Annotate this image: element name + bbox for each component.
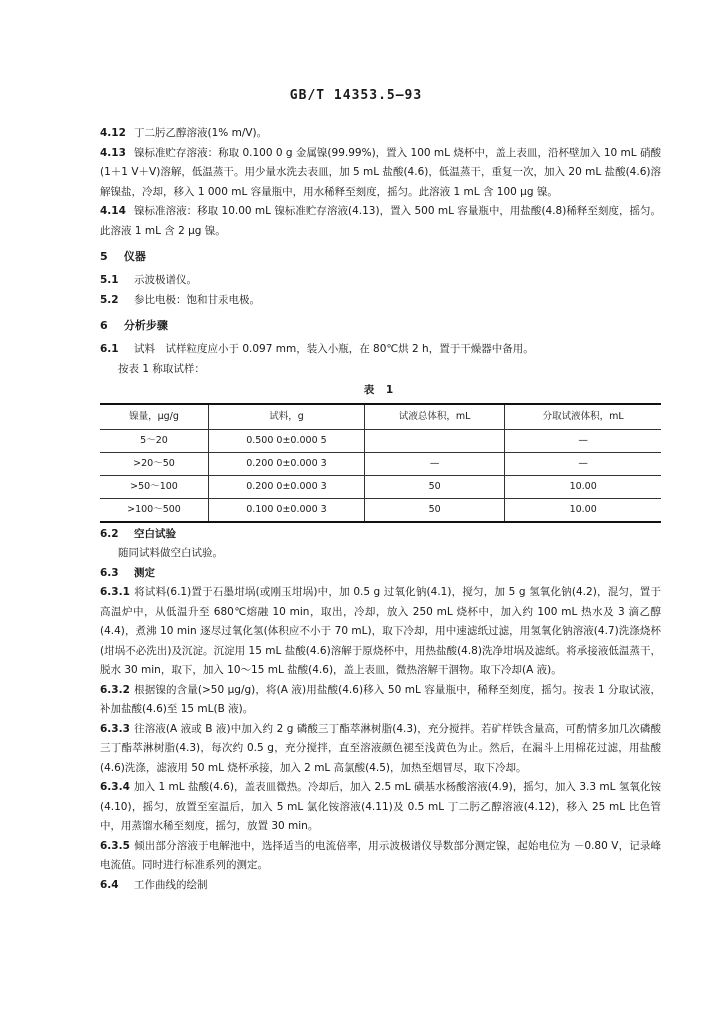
clause-item	[100, 837, 661, 876]
table-header-cell: 试液总体积，mL	[364, 404, 504, 430]
item-number: 6.3.1	[100, 586, 130, 598]
table-cell: 0.100 0±0.000 3	[208, 498, 364, 522]
item-text: 根据镍的含量(>50 μg/g)，将(A 液)用盐酸(4.6)移入 50 mL 容量瓶中，稀释至刻度，摇匀。按表 1 分取试液，补加盐酸(4.6)至 15 mL(B 液)。	[100, 683, 661, 715]
section-number: 5	[100, 250, 108, 263]
clause-item	[100, 525, 661, 545]
clause-item	[100, 564, 661, 584]
table-cell: 0.200 0±0.000 3	[208, 452, 364, 475]
table-cell: —	[505, 429, 661, 452]
item-6-1-continuation: 按表 1 称取试样：	[118, 362, 205, 375]
table-header-cell: 试料，g	[208, 404, 364, 430]
table-cell	[364, 429, 504, 452]
item-text: 试料 试样粒度应小于 0.097 mm，装入小瓶，在 80℃烘 2 h，置于干燥器中备用。	[134, 343, 534, 355]
table-cell: >20～50	[100, 452, 208, 475]
table-cell: 5～20	[100, 429, 208, 452]
table-cell: >50～100	[100, 475, 208, 498]
table-cell: 0.500 0±0.000 5	[208, 429, 364, 452]
table-cell: —	[364, 452, 504, 475]
item-text: 测定	[134, 566, 155, 579]
table-cell: >100～500	[100, 498, 208, 522]
clause-item	[100, 876, 661, 896]
section-6-heading	[100, 316, 661, 336]
item-text: 将试料(6.1)置于石墨坩埚(或刚玉坩埚)中，加 0.5 g 过氧化钠(4.1)，搅匀，加 5 g 氢氧化钠(4.2)，混匀，置于高温炉中，从低温升至 680℃熔融 10 min，取出，冷却，放入 250 mL 烧杯中，加入约 100 mL 热水及 3 滴乙醇(4.4)，煮沸 10 min 逐尽过氧化氢(体积应不小于 70 mL)，取下冷却，用中速滤纸过滤，用氢氧化钠溶液(4.7)洗涤烧杯(坩埚不必洗出)及沉淀。沉淀用 15 mL 盐酸(4.6)溶解于原烧杯中，用热盐酸(4.8)洗净坩埚及滤纸。将承接液低温蒸干，脱水 30 min，取下，加入 10～15 mL 盐酸(4.6)，盖上表皿，微热溶解干涸物。取下冷却(A 液)。	[100, 586, 661, 676]
item-text: 丁二肟乙醇溶液(1% m/V)。	[134, 127, 268, 139]
item-text: 加入 1 mL 盐酸(4.6)，盖表皿微热。冷却后，加入 2.5 mL 磺基水杨酸溶液(4.9)，摇匀，加入 3.3 mL 氢氧化铵(4.10)，摇匀，放置至室温后，加入 5 mL 氯化铵溶液(4.11)及 0.5 mL 丁二肟乙醇溶液(4.12)，移入 25 mL 比色管中，用蒸馏水稀至刻度，摇匀，放置 30 min。	[100, 781, 661, 832]
clause-item	[100, 544, 661, 564]
clause-item	[100, 144, 661, 203]
table-cell: 0.200 0±0.000 3	[208, 475, 364, 498]
item-text: 往溶液(A 液或 B 液)中加入约 2 g 磷酸三丁酯萃淋树脂(4.3)，充分搅拌。若矿样铁含量高，可酌情多加几次磷酸三丁酯萃淋树脂(4.3)，每次约 0.5 g，充分搅拌，直至溶液颜色褪至浅黄色为止。然后，在漏斗上用棉花过滤，用盐酸(4.6)洗涤，滤液用 50 mL 烧杯承接，加入 2 mL 高氯酸(4.5)，加热至烟冒尽，取下冷却。	[100, 722, 661, 774]
item-text: 倾出部分溶液于电解池中，选择适当的电流倍率，用示波极谱仪导数部分测定镍，起始电位为 －0.80 V，记录峰电流值。同时进行标准系列的测定。	[100, 839, 661, 871]
clause-item	[100, 271, 661, 291]
table-cell: —	[505, 452, 661, 475]
reagent-list	[100, 124, 661, 241]
sample-mass-table	[100, 403, 661, 523]
table-row	[100, 429, 661, 452]
clause-item	[100, 778, 661, 837]
item-number: 6.2	[100, 527, 119, 540]
table-header-row	[100, 404, 661, 430]
item-text: 镍标准溶液：移取 10.00 mL 镍标准贮存溶液(4.13)，置入 500 mL 容量瓶中，用盐酸(4.8)稀释至刻度，摇匀。此溶液 1 mL 含 2 μg 镍。	[100, 205, 661, 237]
item-number: 4.14	[100, 205, 126, 217]
table-body	[100, 429, 661, 522]
clause-item	[100, 202, 661, 241]
item-text: 参比电极：饱和甘汞电极。	[134, 293, 260, 306]
clause-item	[100, 720, 661, 779]
section-5-heading	[100, 247, 661, 267]
section-title: 仪器	[123, 250, 146, 263]
clause-item	[100, 681, 661, 720]
section-number: 6	[100, 319, 108, 332]
item-text: 示波极谱仪。	[134, 274, 197, 286]
standard-code-header: GB/T 14353.5—93	[289, 88, 423, 103]
table-cell: 10.00	[505, 498, 661, 522]
section-title: 分析步骤	[123, 319, 168, 332]
table-header-cell: 镍量，μg/g	[100, 404, 208, 430]
table-caption: 表 1	[363, 384, 398, 396]
item-number: 4.13	[100, 146, 126, 159]
table-cell: 50	[364, 498, 504, 522]
item-number: 6.4	[100, 878, 119, 891]
item-number: 6.3.2	[100, 683, 130, 696]
table-row	[100, 452, 661, 475]
table-cell: 10.00	[505, 475, 661, 498]
item-number: 6.3.4	[100, 781, 130, 793]
item-number: 4.12	[100, 127, 126, 139]
table-header-cell: 分取试液体积，mL	[505, 404, 661, 430]
clause-item	[100, 583, 661, 681]
item-number: 6.3.5	[100, 839, 130, 852]
table-row	[100, 475, 661, 498]
item-text: 随同试料做空白试验。	[118, 547, 223, 559]
item-number: 5.1	[100, 274, 119, 286]
table-cell: 50	[364, 475, 504, 498]
item-6-1	[100, 340, 661, 360]
item-text: 镍标准贮存溶液：称取 0.100 0 g 金属镍(99.99%)，置入 100 mL 烧杯中，盖上表皿，沿杯壁加入 10 mL 硝酸(1＋1 V＋V)溶解，低温蒸干。用少量水洗去表皿，加 5 mL 盐酸(4.6)，低温蒸干，重复一次，加入 20 mL 盐酸(4.6)溶解镍盐，冷却，移入 1 000 mL 容量瓶中，用水稀释至刻度，摇匀。此溶液 1 mL 含 100 μg 镍。	[100, 146, 661, 198]
document-body	[100, 124, 661, 895]
item-text: 空白试验	[134, 527, 176, 540]
item-number: 5.2	[100, 293, 119, 306]
item-number: 6.1	[100, 343, 119, 355]
clause-item	[100, 124, 661, 144]
procedure-list	[100, 525, 661, 896]
item-text: 工作曲线的绘制	[134, 878, 208, 891]
clause-item	[100, 291, 661, 311]
item-number: 6.3	[100, 566, 119, 579]
instrument-list	[100, 271, 661, 310]
table-row	[100, 498, 661, 522]
item-number: 6.3.3	[100, 722, 130, 735]
